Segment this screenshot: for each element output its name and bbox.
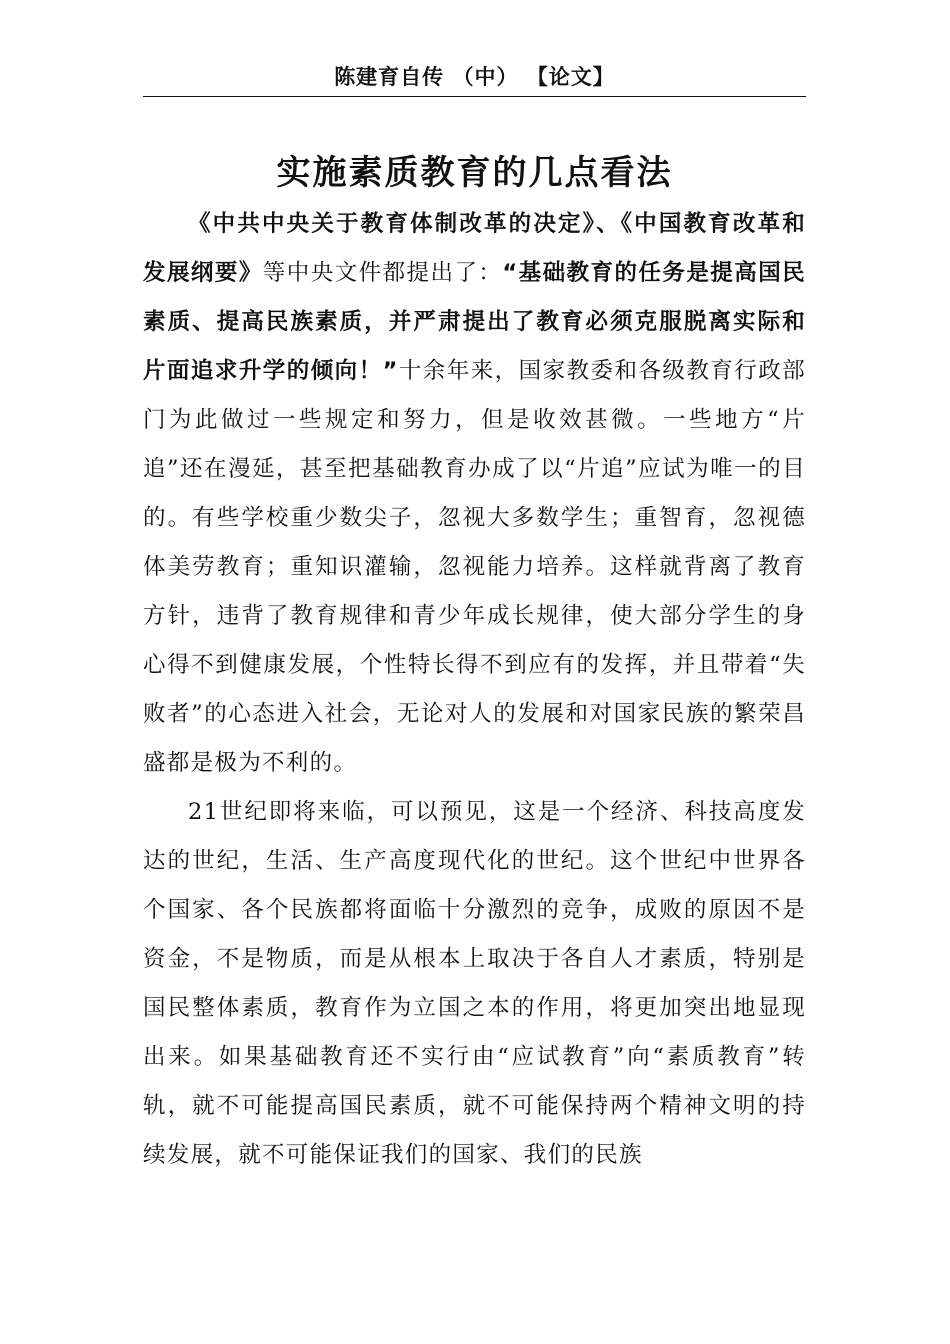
paragraph-1 [143, 200, 806, 788]
header-rule [143, 96, 806, 97]
paragraph-2: 21世纪即将来临，可以预见，这是一个经济、科技高度发达的世纪，生活、生产高度现代化的世纪。这个世纪中世界各个国家、各个民族都将面临十分激烈的竞争，成败的原因不是资金，不是物质，而是从根本上取决于各自人才素质，特别是国民整体素质，教育作为立国之本的作用，将更加突出地显现出来。如果基础教育还不实行由“应试教育”向“素质教育”转轨，就不可能提高国民素质，就不可能保持两个精神文明的持续发展，就不可能保证我们的国家、我们的民族 [143, 799, 806, 1168]
bold-lead-text: 《中共中央关于教育体制改革的决定》、《中国教育改革和发展纲要》 [143, 211, 806, 286]
paragraph-1-text-a: 等中央文件都提出了： [262, 260, 503, 286]
running-header: 陈建育自传 （中） 【论文】 [334, 65, 615, 89]
bold-quote-text: “基础教育的任务是提高国民素质、提高民族素质，并严肃提出了教育必须克服脱离实际和片面追求升学的倾向！” [143, 260, 806, 384]
paragraph-1-text-b: 十余年来，国家教委和各级教育行政部门为此做过一些规定和努力，但是收效甚微。一些地方“片追”还在漫延，甚至把基础教育办成了以“片追”应试为唯一的目的。有些学校重少数尖子，忽视大多数学生；重智育，忽视德体美劳教育；重知识灌输，忽视能力培养。这样就背离了教育方针，违背了教育规律和青少年成长规律，使大部分学生的身心得不到健康发展，个性特长得不到应有的发挥，并且带着“失败者”的心态进入社会，无论对人的发展和对国家民族的繁荣昌盛都是极为不利的。 [143, 358, 806, 776]
document-title: 实施素质教育的几点看法 [276, 152, 673, 193]
document-body [143, 200, 806, 1180]
